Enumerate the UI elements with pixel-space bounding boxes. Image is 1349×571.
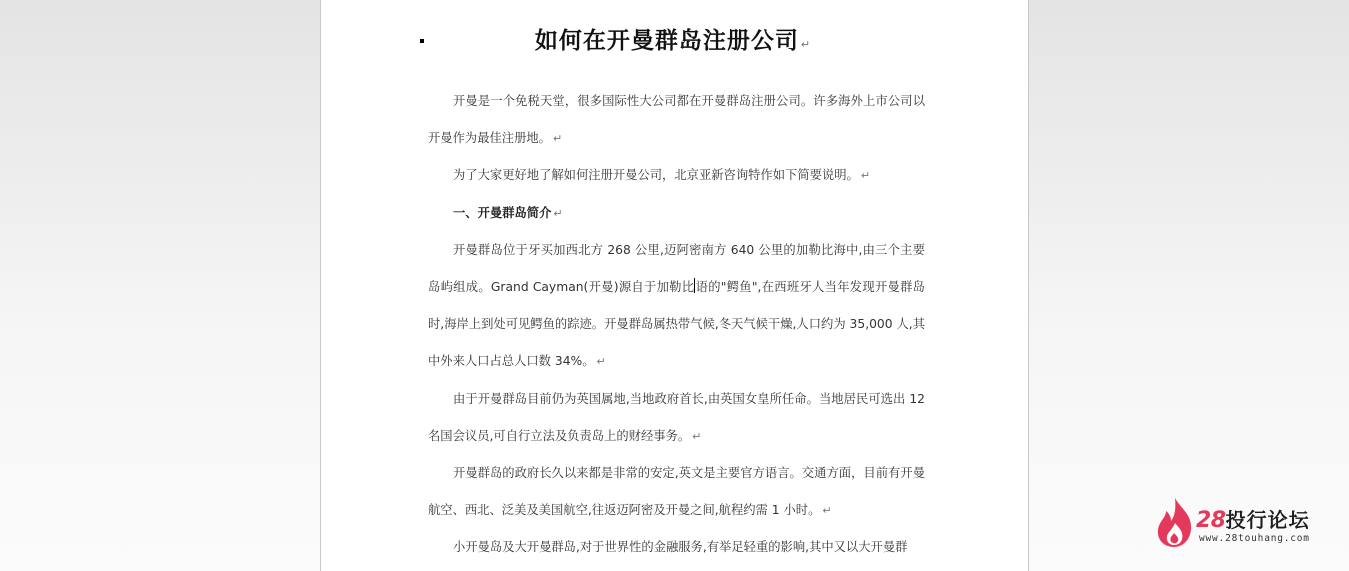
paragraph-text: 由于开曼群岛目前仍为英国属地,当地政府首长,由英国女皇所任命。当地居民可选出 12 名国会议员,可自行立法及负责岛上的财经事务。	[428, 391, 925, 443]
paragraph-mark-icon: ↵	[800, 38, 812, 51]
paragraph-intro[interactable]	[428, 83, 925, 157]
document-title[interactable]	[428, 22, 918, 55]
section-heading-text: 一、开曼群岛简介	[453, 205, 552, 220]
paragraph-text: 开曼群岛的政府长久以来都是非常的安定,英文是主要官方语言。交通方面，目前有开曼航空、西北、泛美及美国航空,往返迈阿密及开曼之间,航程约需 1 小时。	[428, 466, 925, 518]
paragraph-mark-icon: ↵	[860, 169, 871, 183]
document-page[interactable]	[320, 0, 1029, 571]
paragraph-text: 开曼群岛位于牙买加西北方 268 公里,迈阿密南方 640 公里的加勒比海中,由三个主要岛屿组成。Grand Cayman(开曼)源自于加勒比	[428, 242, 925, 295]
paragraph-text: 为了大家更好地了解如何注册开曼公司，北京亚新咨询特作如下简要说明。	[453, 168, 859, 183]
paragraph-mark-icon: ↵	[553, 206, 563, 220]
paragraph-government[interactable]	[428, 381, 925, 455]
paragraph-purpose[interactable]	[428, 157, 925, 194]
document-title-text: 如何在开曼群岛注册公司	[534, 27, 799, 54]
logo-name: 投行论坛	[1225, 508, 1310, 532]
paragraph-finance[interactable]	[428, 529, 925, 566]
paragraph-geography[interactable]	[428, 232, 925, 381]
paragraph-mark-icon: ↵	[552, 132, 563, 146]
document-body[interactable]	[428, 83, 925, 567]
paragraph-text: 语的"鳄鱼",在西班牙人当年发现开曼群岛时,海岸上到处可见鳄鱼的踪迹。开曼群岛属热带气候,冬天气候干燥,人口约为 35,000 人,其中外来人口占总人口数 34%。	[428, 280, 925, 369]
logo-url: www.28touhang.com	[1199, 533, 1310, 544]
watermark-logo	[1154, 497, 1334, 549]
paragraph-mark-icon: ↵	[692, 429, 702, 443]
section-heading[interactable]	[428, 195, 925, 232]
paragraph-transport[interactable]	[428, 455, 925, 529]
paragraph-text: 开曼是一个免税天堂，很多国际性大公司都在开曼群岛注册公司。许多海外上市公司以开曼作为最佳注册地。	[428, 94, 925, 146]
paragraph-mark-icon: ↵	[822, 504, 832, 518]
paragraph-mark-icon: ↵	[596, 355, 606, 369]
flame-icon	[1154, 497, 1196, 549]
logo-wordmark	[1196, 504, 1310, 533]
object-anchor-handle[interactable]	[420, 39, 424, 43]
logo-number: 28	[1196, 508, 1226, 533]
paragraph-text: 小开曼岛及大开曼群岛,对于世界性的金融服务,有举足轻重的影响,其中又以大开曼群	[453, 540, 908, 555]
